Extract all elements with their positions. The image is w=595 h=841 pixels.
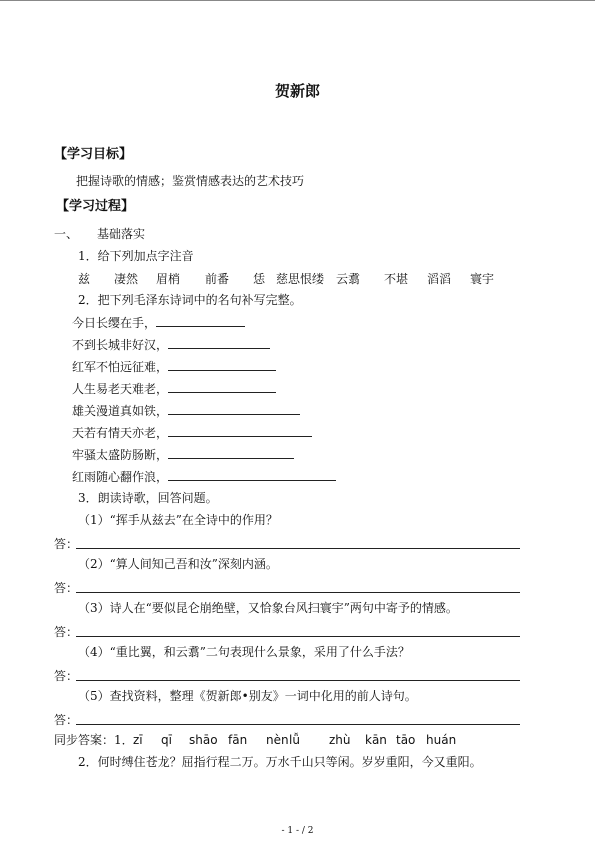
verse-line: 今日长缨在手， bbox=[72, 316, 157, 330]
verse-line: 人生易老天难老， bbox=[72, 382, 169, 396]
pinyin-item: shāo bbox=[189, 733, 218, 747]
pinyin-item: zhù bbox=[329, 733, 351, 747]
answer-label: 答： bbox=[54, 625, 79, 639]
question-1: 1．给下列加点字注音 bbox=[78, 249, 194, 263]
sub-question: （3）诗人在“要似昆仑崩绝壁，又恰象台风扫寰宇”两句中寄予的情感。 bbox=[78, 601, 458, 615]
fill-blank[interactable] bbox=[168, 348, 270, 349]
verse-line: 红雨随心翻作浪， bbox=[72, 470, 169, 484]
fill-blank[interactable] bbox=[168, 414, 300, 415]
answer-line[interactable] bbox=[76, 592, 520, 593]
q1-char: 前番 bbox=[205, 272, 230, 286]
fill-blank[interactable] bbox=[168, 458, 294, 459]
part1-number: 一、 bbox=[54, 227, 79, 241]
part1-title: 基础落实 bbox=[97, 227, 146, 241]
answer-label: 答： bbox=[54, 537, 79, 551]
q1-char: 寰宇 bbox=[470, 272, 495, 286]
pinyin-item: huán bbox=[426, 733, 457, 747]
fill-blank[interactable] bbox=[168, 392, 276, 393]
top-border bbox=[0, 0, 595, 1]
answer-line[interactable] bbox=[76, 680, 520, 681]
verse-line: 天若有情天亦老， bbox=[72, 426, 169, 440]
pinyin-item: fān bbox=[228, 733, 248, 747]
answer-row[interactable] bbox=[54, 535, 520, 549]
pinyin-item: zī bbox=[133, 733, 143, 747]
fill-blank[interactable] bbox=[156, 326, 245, 327]
pinyin-item: tāo bbox=[396, 733, 416, 747]
pinyin-item: qī bbox=[161, 733, 172, 747]
answer-row[interactable] bbox=[54, 623, 520, 637]
q1-char: 兹 bbox=[78, 272, 91, 286]
answer-row[interactable] bbox=[54, 711, 520, 725]
answer-label: 答： bbox=[54, 581, 79, 595]
fill-blank[interactable] bbox=[168, 436, 312, 437]
q1-char: 眉梢 bbox=[156, 272, 181, 286]
pinyin-item: kān bbox=[365, 733, 387, 747]
q1-char: 不堪 bbox=[384, 272, 409, 286]
page-number: - 1 - / 2 bbox=[281, 826, 314, 836]
sub-question: （4）“重比翼，和云翥”二句表现什么景象，采用了什么手法？ bbox=[78, 645, 410, 659]
page-title: 贺新郎 bbox=[274, 82, 320, 100]
answer-row[interactable] bbox=[54, 579, 520, 593]
sub-question: （5）查找资料，整理《贺新郎•别友》一词中化用的前人诗句。 bbox=[78, 689, 417, 703]
fill-blank[interactable] bbox=[168, 370, 276, 371]
sync-answer-label: 同步答案：1． bbox=[54, 733, 134, 747]
verse-line: 红军不怕远征难， bbox=[72, 360, 169, 374]
answer-row[interactable] bbox=[54, 667, 520, 681]
answer-line[interactable] bbox=[76, 636, 520, 637]
q1-char: 凄然 bbox=[114, 272, 139, 286]
sync-answer-line-2: 2．何时缚住苍龙？屈指行程二万。万水千山只等闲。岁岁重阳，今又重阳。 bbox=[78, 755, 482, 769]
objectives-text: 把握诗歌的情感；鉴赏情感表达的艺术技巧 bbox=[76, 174, 305, 188]
question-2: 2．把下列毛泽东诗词中的名句补写完整。 bbox=[78, 293, 302, 307]
sub-question: （1）“挥手从兹去”在全诗中的作用？ bbox=[78, 513, 278, 527]
verse-line: 牢骚太盛防肠断， bbox=[72, 448, 169, 462]
q1-char: 慈思恨缕 bbox=[276, 272, 325, 286]
verse-line: 不到长城非好汉， bbox=[72, 338, 169, 352]
question-3: 3．朗读诗歌，回答问题。 bbox=[78, 491, 218, 505]
q1-char: 恁 bbox=[253, 272, 266, 286]
answer-line[interactable] bbox=[76, 548, 520, 549]
pinyin-item: nèn bbox=[266, 733, 289, 747]
sub-question: （2）“算人间知己吾和汝”深刻内涵。 bbox=[78, 557, 278, 571]
answer-label: 答： bbox=[54, 713, 79, 727]
q1-char: 滔滔 bbox=[427, 272, 452, 286]
verse-line: 雄关漫道真如铁， bbox=[72, 404, 169, 418]
answer-label: 答： bbox=[54, 669, 79, 683]
answer-line[interactable] bbox=[76, 724, 520, 725]
process-heading: 【学习过程】 bbox=[56, 199, 135, 214]
q1-char: 云翥 bbox=[336, 272, 361, 286]
pinyin-item: lǚ bbox=[289, 733, 300, 747]
fill-blank[interactable] bbox=[168, 480, 336, 481]
objectives-heading: 【学习目标】 bbox=[54, 147, 133, 162]
